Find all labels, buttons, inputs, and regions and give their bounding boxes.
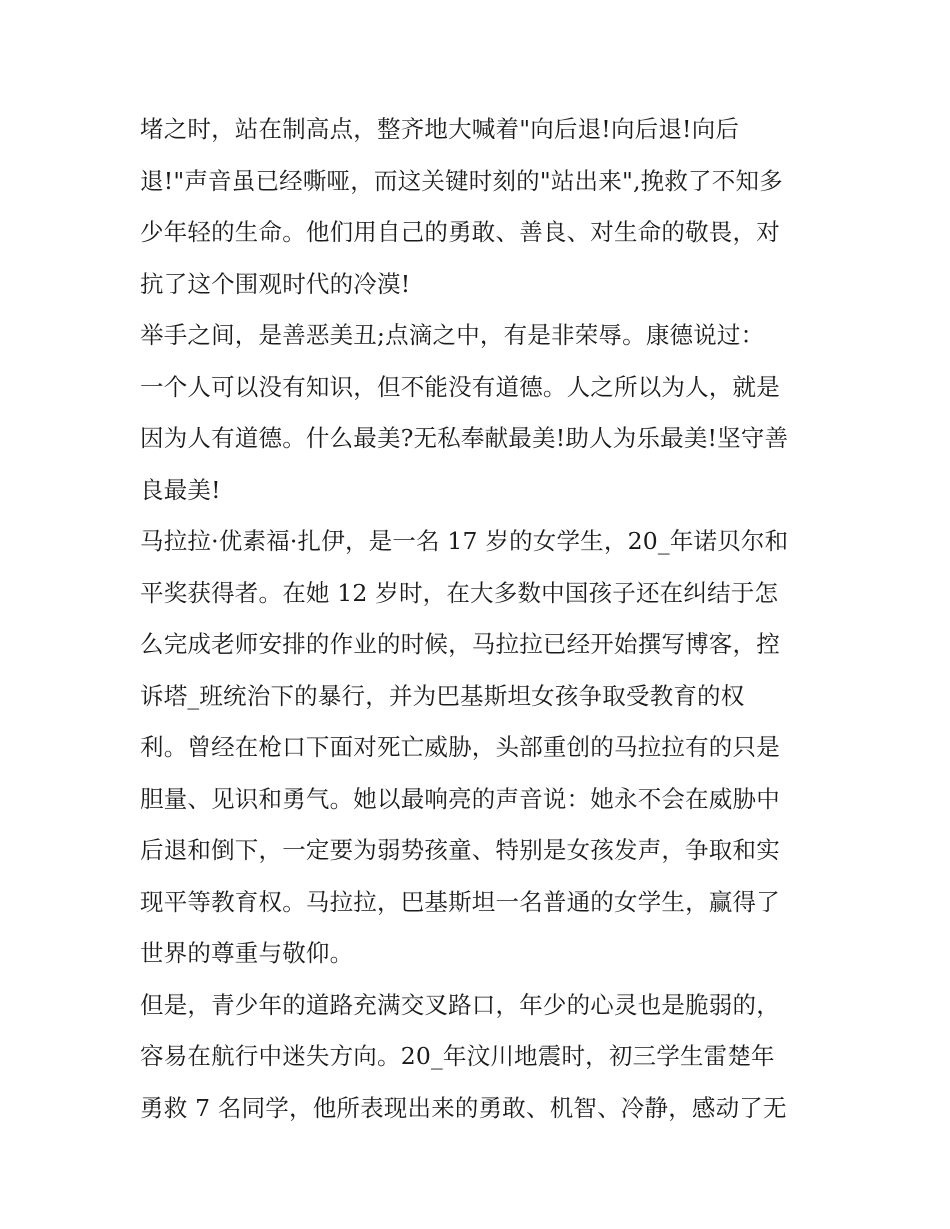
text-line: 马拉拉·优素福·扎伊，是一名 17 岁的女学生，20_年诺贝尔和 xyxy=(140,527,789,555)
text-line: 诉塔_班统治下的暴行，并为巴基斯坦女孩争取受教育的权 xyxy=(140,681,745,710)
text-line: 因为人有道德。什么最美?无私奉献最美!助人为乐最美!坚守善 xyxy=(140,424,789,452)
text-line: 勇救 7 名同学，他所表现出来的勇敢、机智、冷静，感动了无 xyxy=(140,1093,787,1122)
text-line: 利。曾经在枪口下面对死亡威胁，头部重创的马拉拉有的只是 xyxy=(140,733,780,761)
text-line: 退!"声音虽已经嘶哑，而这关键时刻的"站出来",挽救了不知多 xyxy=(140,166,783,195)
text-line: 世界的尊重与敬仰。 xyxy=(140,939,354,967)
text-line: 良最美! xyxy=(140,475,221,504)
text-line: 一个人可以没有知识，但不能没有道德。人之所以为人，就是 xyxy=(140,372,780,401)
text-line: 少年轻的生命。他们用自己的勇敢、善良、对生命的敬畏，对 xyxy=(140,218,780,246)
text-line: 后退和倒下，一定要为弱势孩童、特别是女孩发声，争取和实 xyxy=(140,836,780,864)
text-line: 抗了这个围观时代的冷漠! xyxy=(140,269,411,298)
text-line: 容易在航行中迷失方向。20_年汶川地震时，初三学生雷楚年 xyxy=(140,1042,775,1070)
body-text xyxy=(140,104,820,1134)
text-line: 堵之时，站在制高点，整齐地大喊着"向后退!向后退!向后 xyxy=(140,115,740,143)
text-line: 么完成老师安排的作业的时候，马拉拉已经开始撰写博客，控 xyxy=(140,630,780,658)
text-line: 但是，青少年的道路充满交叉路口，年少的心灵也是脆弱的， xyxy=(140,990,780,1019)
text-line: 平奖获得者。在她 12 岁时，在大多数中国孩子还在纠结于怎 xyxy=(140,578,779,607)
text-line: 现平等教育权。马拉拉，巴基斯坦一名普通的女学生，赢得了 xyxy=(140,887,780,916)
text-line: 胆量、见识和勇气。她以最响亮的声音说：她永不会在威胁中 xyxy=(140,784,780,813)
text-line: 举手之间，是善恶美丑;点滴之中，有是非荣辱。康德说过： xyxy=(140,321,765,349)
